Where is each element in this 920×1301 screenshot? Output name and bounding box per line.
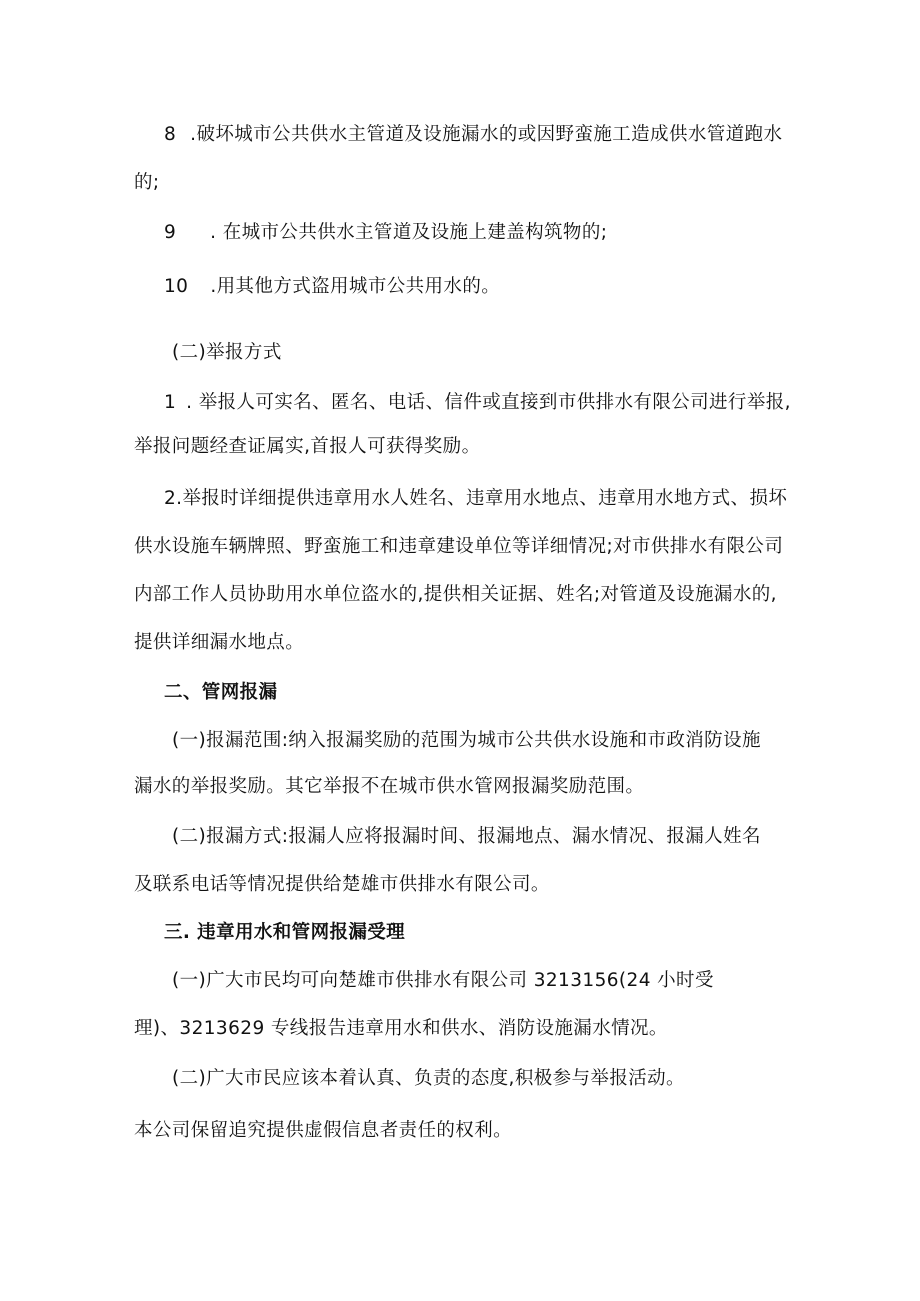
item-10-text: .用其他方式盗用城市公共用水的。 [210,276,501,297]
leak-method-line-1: (二)报漏方式:报漏人应将报漏时间、报漏地点、漏水情况、报漏人姓名 [172,826,761,847]
method-2-line-1: 2.举报时详细提供违章用水人姓名、违章用水地点、违章用水地方式、损坏 [164,488,788,509]
report-method-heading: (二)举报方式 [172,342,282,363]
item-9-number: 9 [164,222,177,243]
method-1 [164,390,791,416]
method-2-line-2: 供水设施车辆牌照、野蛮施工和违章建设单位等详细情况;对市供排水有限公司 [134,536,784,557]
accept-2: (二)广大市民应该本着认真、负责的态度,积极参与举报活动。 [172,1068,685,1089]
method-2-line-3: 内部工作人员协助用水单位盗水的,提供相关证据、姓名;对管道及设施漏水的, [134,584,777,605]
method-1-continuation: 举报问题经查证属实,首报人可获得奖励。 [134,436,481,457]
leak-method-line-2: 及联系电话等情况提供给楚雄市供排水有限公司。 [134,874,550,895]
item-8-number: 8 [164,124,177,145]
section-2-heading: 二、管网报漏 [164,682,278,703]
method-1-number: 1 [164,392,177,413]
leak-scope-line-2: 漏水的举报奖励。其它举报不在城市供水管网报漏奖励范围。 [134,776,645,797]
item-10-number: 10 [164,276,189,297]
accept-1-line-1: (一)广大市民均可向楚雄市供排水有限公司 3213156(24 小时受 [172,970,714,991]
section-3-heading: 三. 违章用水和管网报漏受理 [164,922,406,943]
method-2-line-4: 提供详细漏水地点。 [134,632,305,653]
item-9 [164,220,607,246]
item-10 [164,274,500,300]
leak-scope-line-1: (一)报漏范围:纳入报漏奖励的范围为城市公共供水设施和市政消防设施 [172,730,761,751]
method-1-text: . 举报人可实名、匿名、电话、信件或直接到市供排水有限公司进行举报, [186,392,791,413]
item-8-text: .破坏城市公共供水主管道及设施漏水的或因野蛮施工造成供水管道跑水 [190,124,783,145]
closing-statement: 本公司保留追究提供虚假信息者责任的权利。 [134,1120,513,1141]
accept-1-line-2: 理)、3213629 专线报告违章用水和供水、消防设施漏水情况。 [134,1018,668,1039]
item-8-continuation: 的; [134,172,160,193]
item-8 [164,122,782,148]
item-9-text: . 在城市公共供水主管道及设施上建盖构筑物的; [210,222,608,243]
